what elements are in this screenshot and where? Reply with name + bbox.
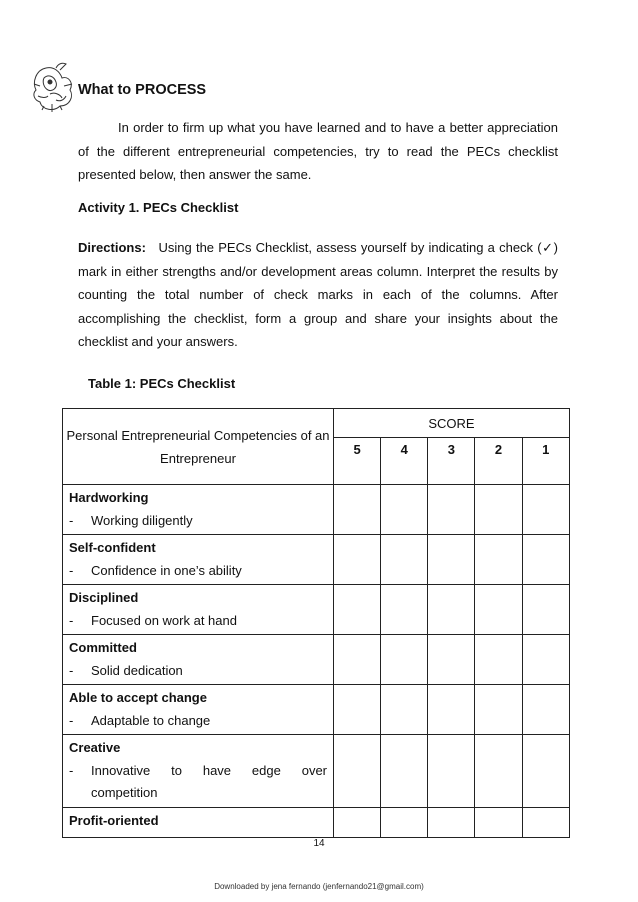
score-cell-4[interactable] <box>381 585 428 635</box>
score-column-1: 1 <box>522 438 569 485</box>
score-cell-2[interactable] <box>475 735 522 808</box>
competency-name: Self-confident <box>69 540 156 555</box>
competency-name: Committed <box>69 640 137 655</box>
score-cell-2[interactable] <box>475 585 522 635</box>
dash: - <box>69 662 74 678</box>
score-cell-3[interactable] <box>428 535 475 585</box>
competency-name: Creative <box>69 740 121 755</box>
dash: - <box>69 712 74 728</box>
score-cell-4[interactable] <box>381 685 428 735</box>
activity-title: Activity 1. PECs Checklist <box>78 200 239 215</box>
competency-cell <box>63 485 334 535</box>
competency-desc-text: Solid dedication <box>91 662 183 678</box>
score-column-5: 5 <box>334 438 381 485</box>
table-row <box>63 685 570 735</box>
competency-cell <box>63 585 334 635</box>
score-cell-3[interactable] <box>428 585 475 635</box>
score-cell-2[interactable] <box>475 685 522 735</box>
competency-desc-text: Working diligently <box>91 512 193 528</box>
score-cell-3[interactable] <box>428 685 475 735</box>
header-competencies: Personal Entrepreneurial Competencies of an Entrepreneur <box>63 409 334 485</box>
competency-cell <box>63 685 334 735</box>
score-cell-4[interactable] <box>381 635 428 685</box>
competency-cell <box>63 535 334 585</box>
table-row <box>63 485 570 535</box>
score-cell-3[interactable] <box>428 807 475 837</box>
score-cell-4[interactable] <box>381 735 428 808</box>
page-number: 14 <box>313 838 325 849</box>
competency-desc-text: Focused on work at hand <box>91 612 237 628</box>
directions-paragraph <box>78 236 558 354</box>
score-column-3: 3 <box>428 438 475 485</box>
header-score: SCORE <box>334 409 570 438</box>
table-caption: Table 1: PECs Checklist <box>88 376 236 391</box>
score-cell-2[interactable] <box>475 485 522 535</box>
table-row <box>63 535 570 585</box>
dash: - <box>69 562 74 578</box>
competency-cell <box>63 735 334 808</box>
download-footer: Downloaded by jena fernando (jenfernando21@gmail.com) <box>214 882 424 891</box>
score-cell-5[interactable] <box>334 807 381 837</box>
competency-desc <box>69 510 327 533</box>
competency-name: Hardworking <box>69 490 149 505</box>
section-title: What to PROCESS <box>78 82 207 98</box>
directions-text: Using the PECs Checklist, assess yourself by indicating a check (✓) mark in either strengths and/or development areas column. Interpret the results by counting the total number of check marks in each of the columns. After accomplishing the checklist, form a group and share your insights about the checklist and your answers. <box>78 240 558 349</box>
competency-name: Profit-oriented <box>69 812 159 828</box>
score-cell-5[interactable] <box>334 485 381 535</box>
score-cell-3[interactable] <box>428 485 475 535</box>
competency-desc <box>69 660 327 683</box>
score-column-2: 2 <box>475 438 522 485</box>
score-cell-2[interactable] <box>475 635 522 685</box>
competency-cell <box>63 635 334 685</box>
competency-desc <box>69 610 327 633</box>
score-cell-4[interactable] <box>381 485 428 535</box>
score-cell-1[interactable] <box>522 735 569 808</box>
competency-desc <box>69 560 327 583</box>
score-column-4: 4 <box>381 438 428 485</box>
score-cell-1[interactable] <box>522 585 569 635</box>
dash-spacer <box>69 782 91 805</box>
score-cell-1[interactable] <box>522 635 569 685</box>
directions-label: Directions: <box>78 240 146 255</box>
score-cell-5[interactable] <box>334 685 381 735</box>
table-row <box>63 585 570 635</box>
dash: - <box>69 612 74 628</box>
score-cell-5[interactable] <box>334 585 381 635</box>
score-cell-2[interactable] <box>475 807 522 837</box>
competency-desc-continued <box>69 782 327 805</box>
table-row <box>63 735 570 808</box>
competency-desc-text: Adaptable to change <box>91 712 211 728</box>
score-cell-2[interactable] <box>475 535 522 585</box>
score-cell-5[interactable] <box>334 635 381 685</box>
pecs-checklist-table <box>62 408 570 838</box>
module-logo-icon <box>30 60 76 114</box>
competency-desc-text: competition <box>91 785 158 800</box>
competency-desc-text: Confidence in one’s ability <box>91 562 242 578</box>
dash: - <box>69 762 74 778</box>
competency-name: Disciplined <box>69 590 139 605</box>
competency-desc-text: Innovative to have edge over <box>91 762 327 778</box>
score-cell-1[interactable] <box>522 485 569 535</box>
intro-paragraph <box>78 116 558 187</box>
score-cell-4[interactable] <box>381 807 428 837</box>
score-cell-1[interactable] <box>522 535 569 585</box>
score-cell-1[interactable] <box>522 807 569 837</box>
competency-desc <box>69 760 327 783</box>
table-row <box>63 635 570 685</box>
score-cell-3[interactable] <box>428 635 475 685</box>
competency-name: Able to accept change <box>69 690 207 705</box>
table-row <box>63 807 570 837</box>
score-cell-5[interactable] <box>334 535 381 585</box>
competency-desc <box>69 710 327 733</box>
table-header-row <box>63 409 570 438</box>
score-cell-3[interactable] <box>428 735 475 808</box>
score-cell-4[interactable] <box>381 535 428 585</box>
intro-text: In order to firm up what you have learned and to have a better appreciation of the different entrepreneurial competencies, try to read the PECs checklist presented below, then answer the same. <box>78 120 558 182</box>
score-cell-5[interactable] <box>334 735 381 808</box>
dash: - <box>69 512 74 528</box>
competency-cell <box>63 807 334 837</box>
score-cell-1[interactable] <box>522 685 569 735</box>
